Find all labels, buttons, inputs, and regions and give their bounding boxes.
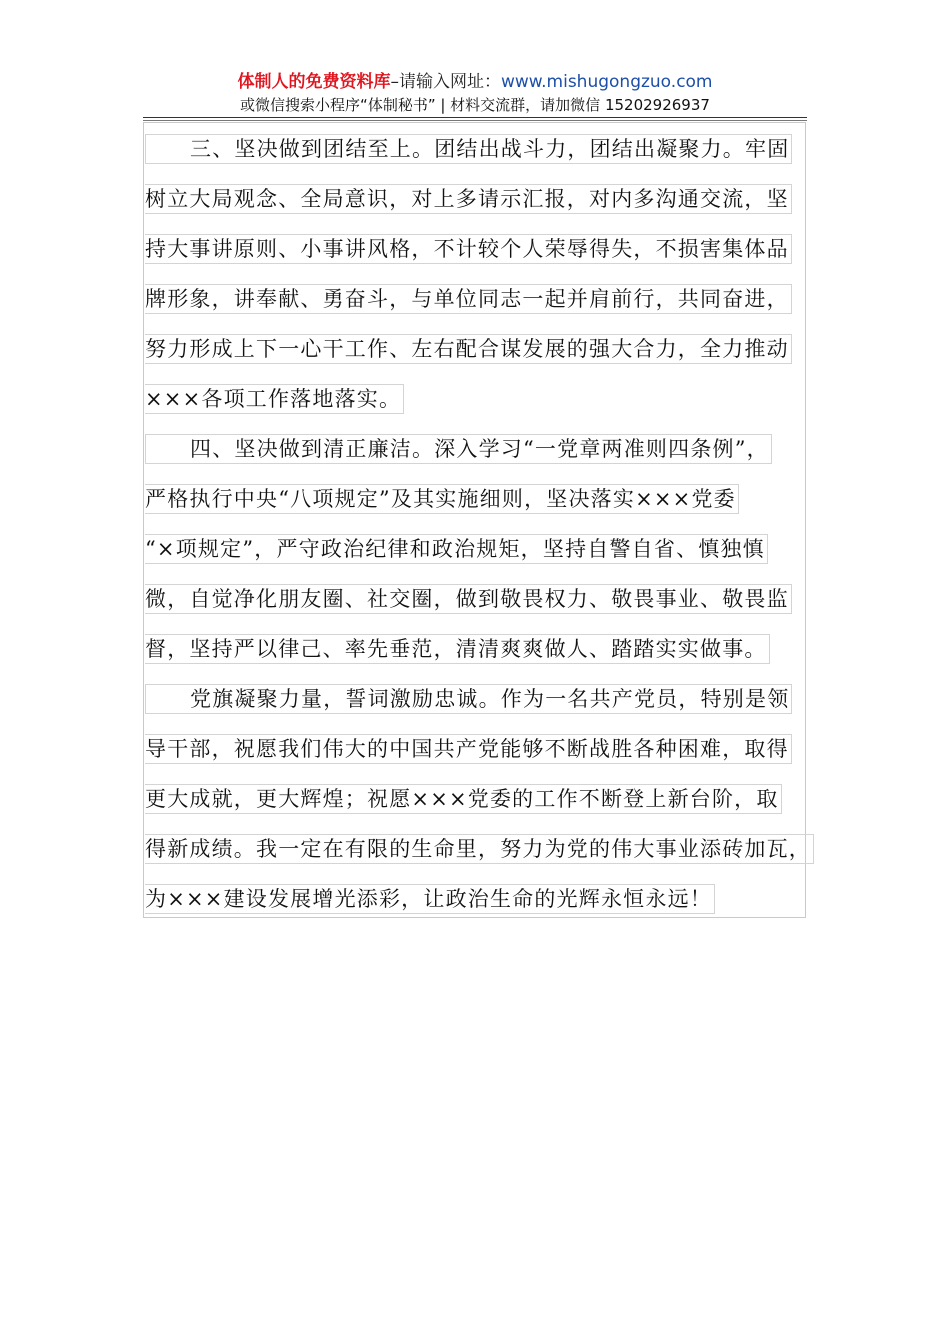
brand-name: 体制人的免费资料库 (237, 72, 391, 92)
line-text: 牌形象，讲奉献、勇奋斗，与单位同志一起并肩前行，共同奋进， (145, 287, 789, 311)
text-line (145, 534, 768, 564)
url-prompt: –请输入网址： (390, 72, 501, 92)
header-banner (0, 70, 950, 94)
line-text: ×××各项工作落地落实。 (145, 387, 402, 411)
text-line (145, 784, 782, 814)
page-header (0, 70, 950, 116)
text-line (145, 334, 792, 364)
text-line (145, 434, 772, 464)
text-line (145, 634, 770, 664)
text-line (145, 884, 715, 914)
line-text: 严格执行中央“八项规定”及其实施细则，坚决落实×××党委 (145, 487, 736, 511)
line-text: 微，自觉净化朋友圈、社交圈，做到敬畏权力、敬畏事业、敬畏监 (145, 587, 789, 611)
line-text: 为×××建设发展增光添彩，让政治生命的光辉永恒永远！ (145, 887, 712, 911)
line-text: 四、坚决做到清正廉洁。深入学习“一党章两准则四条例”， (190, 437, 769, 461)
header-divider-secondary (143, 120, 807, 121)
line-text: “×项规定”，严守政治纪律和政治规矩，坚持自警自省、慎独慎 (145, 537, 765, 561)
line-text: 得新成绩。我一定在有限的生命里，努力为党的伟大事业添砖加瓦， (145, 837, 811, 861)
line-text: 努力形成上下一心干工作、左右配合谋发展的强大合力，全力推动 (145, 337, 789, 361)
text-line (145, 134, 792, 164)
header-divider (143, 117, 807, 118)
text-line (145, 734, 792, 764)
text-line (145, 234, 792, 264)
text-line (145, 384, 404, 414)
text-line (145, 834, 814, 864)
line-text: 党旗凝聚力量，誓词激励忠诚。作为一名共产党员，特别是领 (190, 687, 790, 711)
line-text: 树立大局观念、全局意识，对上多请示汇报，对内多沟通交流，坚 (145, 187, 789, 211)
line-text: 更大成就，更大辉煌；祝愿×××党委的工作不断登上新台阶，取 (145, 787, 779, 811)
website-link[interactable]: www.mishugongzuo.com (500, 72, 713, 92)
header-contact-line: 或微信搜索小程序“体制秘书” | 材料交流群，请加微信 15202926937 (240, 96, 710, 114)
text-line (145, 584, 792, 614)
text-line (145, 184, 792, 214)
text-line (145, 284, 792, 314)
text-line (145, 684, 792, 714)
line-text: 持大事讲原则、小事讲风格，不计较个人荣辱得失，不损害集体品 (145, 237, 789, 261)
line-text: 导干部，祝愿我们伟大的中国共产党能够不断战胜各种困难，取得 (145, 737, 789, 761)
line-text: 三、坚决做到团结至上。团结出战斗力，团结出凝聚力。牢固 (190, 137, 790, 161)
line-text: 督，坚持严以律己、率先垂范，清清爽爽做人、踏踏实实做事。 (145, 637, 767, 661)
text-line (145, 484, 739, 514)
